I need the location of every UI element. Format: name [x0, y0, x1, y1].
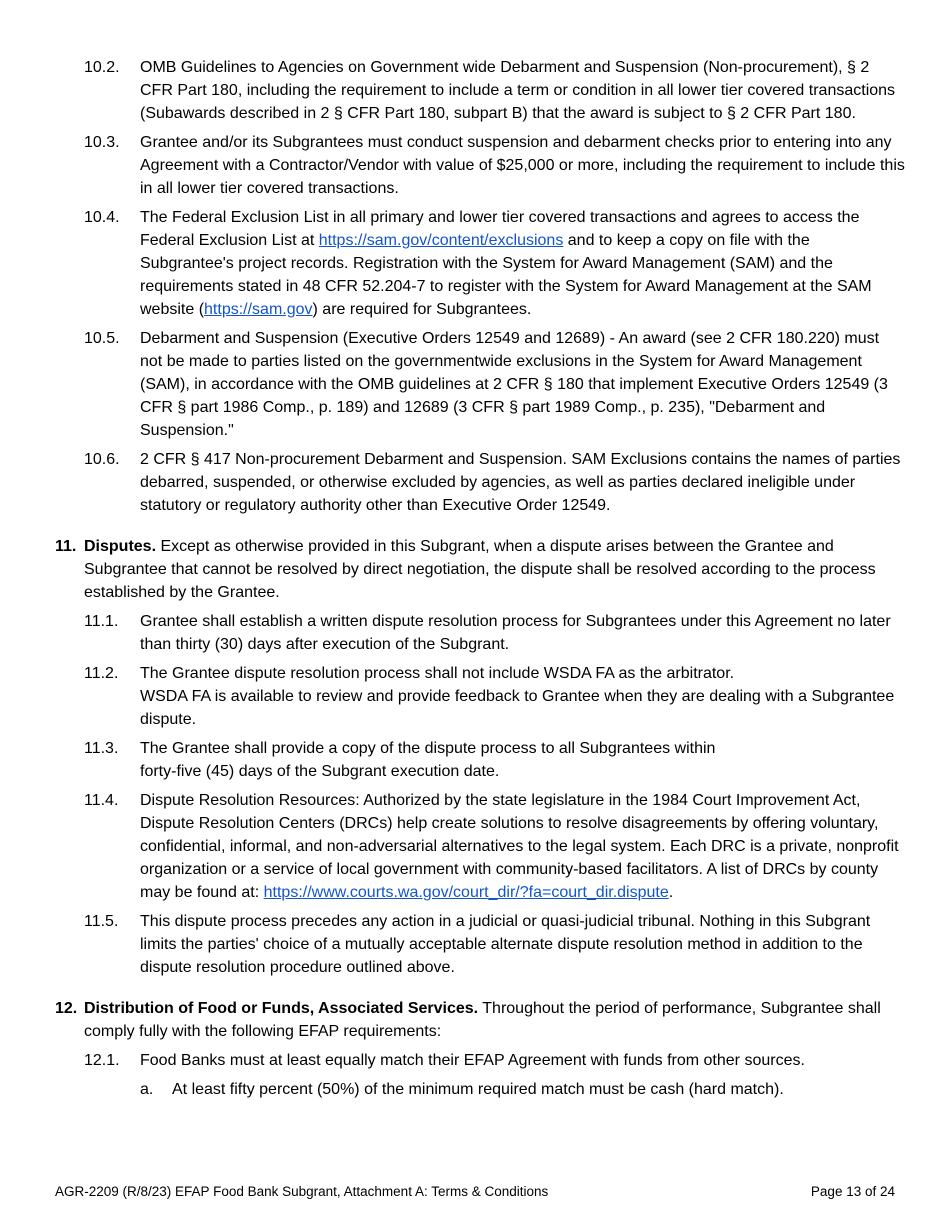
clause-10-2	[84, 56, 905, 125]
sam-exclusions-link[interactable]: https://sam.gov/content/exclusions	[318, 232, 564, 249]
courts-dispute-link[interactable]: https://www.courts.wa.gov/court_dir/?fa=court_dir.dispute	[263, 884, 669, 901]
section-number: 11.	[55, 538, 77, 555]
clause-text: Grantee shall establish a written dispute resolution process for Subgrantees under this Agreement no later than thirty (30) days after execution of the Subgrant.	[140, 613, 891, 653]
clause-11-3	[84, 737, 905, 783]
clause-10-4	[84, 206, 905, 321]
clause-text: Debarment and Suspension (Executive Orders 12549 and 12689) - An award (see 2 CFR 180.220) must not be made to parties listed on the governmentwide exclusions in the System for Award Management (SAM), in accordance with the OMB guidelines at 2 CFR § 180 that implement Executive Orders 12549 (3 CFR § part 1986 Comp., p. 189) and 12689 (3 CFR § part 1989 Comp., p. 235), "Debarment and Suspension."	[140, 330, 888, 439]
clause-text: OMB Guidelines to Agencies on Government wide Debarment and Suspension (Non-procurement), § 2 CFR Part 180, including the requirement to include a term or condition in all lower tier covered transactions (Subawards described in 2 § CFR Part 180, subpart B) that the award is subject to § 2 CFR Part 180.	[140, 59, 896, 122]
clause-11-5	[84, 910, 905, 979]
clause-number: 11.1.	[84, 613, 119, 630]
footer-document-id: AGR-2209 (R/8/23) EFAP Food Bank Subgrant, Attachment A: Terms & Conditions	[55, 1184, 549, 1199]
clause-11-1	[84, 610, 905, 656]
clause-12-1-a	[140, 1078, 905, 1101]
clause-text	[140, 662, 905, 731]
sam-gov-link[interactable]: https://sam.gov	[204, 301, 313, 318]
clause-text-part: Dispute Resolution Resources: Authorized by the state legislature in the 1984 Court Improvement Act, Dispute Resolution Centers (DRCs) help create solutions to resolve disagreements by offering voluntary, confidential, informal, and non-adversarial alternatives to the legal system. Each DRC is a private, nonprofit organization or a service of local government with community-based facilitators. A list of DRCs by county may be found at:	[140, 792, 899, 901]
clause-line: WSDA FA is available to review and provide feedback to Grantee when they are dealing with a Subgrantee dispute.	[140, 688, 895, 728]
clause-10-5	[84, 327, 905, 442]
clause-text	[140, 789, 905, 904]
footer-page-number: Page 13 of 24	[810, 1184, 895, 1199]
section-body: Except as otherwise provided in this Subgrant, when a dispute arises between the Grantee and Subgrantee that cannot be resolved by direct negotiation, the dispute shall be resolved according to the process established by the Grantee.	[84, 538, 876, 601]
clause-11-4	[84, 789, 905, 904]
section-heading: Distribution of Food or Funds, Associated Services.	[84, 1000, 479, 1017]
clause-number: 12.1.	[84, 1052, 120, 1069]
clause-number: 11.3.	[84, 740, 119, 757]
clause-text-part: ) are required for Subgrantees.	[312, 301, 532, 318]
clause-number: 10.5.	[84, 330, 120, 347]
page-content	[55, 56, 905, 1107]
page-footer	[55, 1183, 895, 1201]
clause-line: The Grantee shall provide a copy of the dispute process to all Subgrantees within	[140, 740, 716, 757]
clause-number: 10.2.	[84, 59, 120, 76]
section-11-disputes	[55, 535, 905, 604]
clause-text: Food Banks must at least equally match their EFAP Agreement with funds from other sources.	[140, 1052, 805, 1069]
clause-10-3	[84, 131, 905, 200]
section-12-distribution	[55, 997, 905, 1043]
clause-text	[140, 737, 905, 783]
clause-text: Grantee and/or its Subgrantees must conduct suspension and debarment checks prior to entering into any Agreement with a Contractor/Vendor with value of $25,000 or more, including the requirement to include this in all lower tier covered transactions.	[140, 134, 905, 197]
clause-line: forty-five (45) days of the Subgrant execution date.	[140, 763, 500, 780]
clause-text-part: and to keep a copy on file with the Subgrantee's project records. Registration with the System for Award Management (SAM) and the requirements stated in 48 CFR 52.204-7 to register with the System for Award Management at the SAM website (	[140, 232, 872, 318]
clause-number: 11.2.	[84, 665, 119, 682]
clause-number: 10.4.	[84, 209, 120, 226]
section-heading: Disputes.	[84, 538, 157, 555]
section-number: 12.	[55, 1000, 78, 1017]
clause-text	[140, 206, 905, 321]
clause-11-2	[84, 662, 905, 731]
clause-text: At least fifty percent (50%) of the minimum required match must be cash (hard match).	[172, 1081, 784, 1098]
clause-10-6	[84, 448, 905, 517]
clause-text-part: .	[668, 884, 674, 901]
clause-12-1	[84, 1049, 905, 1072]
clause-text: 2 CFR § 417 Non-procurement Debarment and Suspension. SAM Exclusions contains the names of parties debarred, suspended, or otherwise excluded by agencies, as well as parties declared ineligible under statutory or regulatory authority other than Executive Order 12549.	[140, 451, 901, 514]
section-body: Throughout the period of performance, Subgrantee shall comply fully with the following EFAP requirements:	[84, 1000, 881, 1040]
clause-text-part: The Federal Exclusion List in all primary and lower tier covered transactions and agrees to access the Federal Exclusion List at	[140, 209, 860, 249]
section-text	[84, 997, 905, 1043]
section-text	[84, 535, 905, 604]
clause-number: 11.5.	[84, 913, 119, 930]
clause-number: 10.3.	[84, 134, 120, 151]
clause-number: 11.4.	[84, 792, 119, 809]
clause-line: The Grantee dispute resolution process shall not include WSDA FA as the arbitrator.	[140, 665, 735, 682]
clause-text: This dispute process precedes any action in a judicial or quasi-judicial tribunal. Nothing in this Subgrant limits the parties' choice of a mutually acceptable alternate dispute resolution method in addition to the dispute resolution procedure outlined above.	[140, 913, 871, 976]
clause-number: 10.6.	[84, 451, 120, 468]
clause-letter: a.	[140, 1081, 154, 1098]
